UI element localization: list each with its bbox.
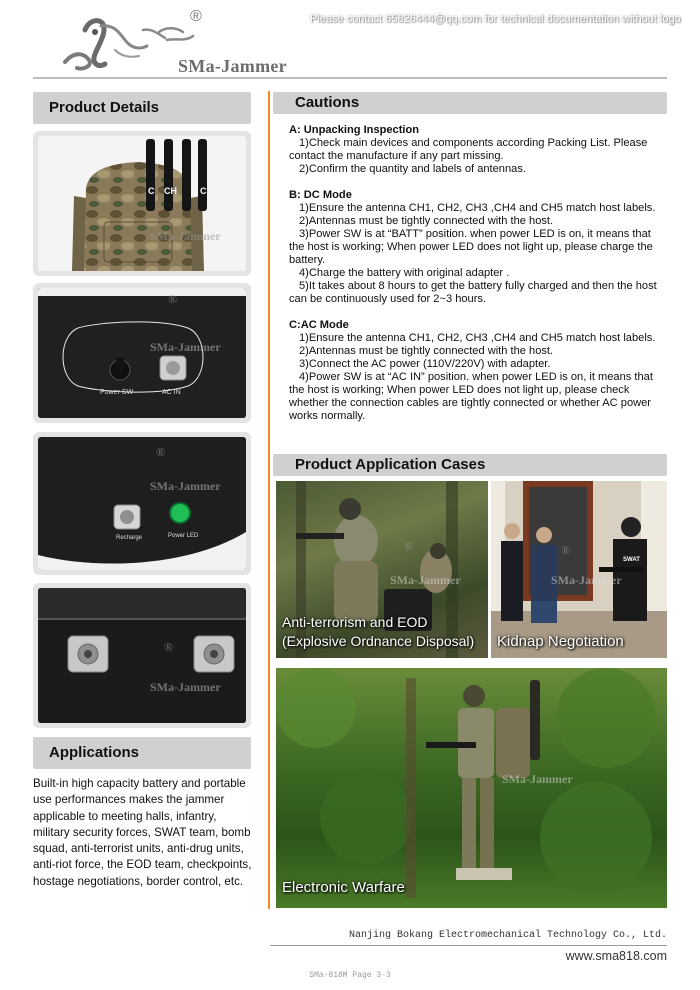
product-photo-recharge-panel: [33, 432, 251, 575]
product-photo-power-panel: [33, 283, 251, 423]
watermark: SMa-Jammer: [390, 573, 461, 587]
antenna-label-3: C: [200, 186, 207, 196]
registered-mark: ®: [156, 445, 165, 459]
section-applications: Applications: [33, 737, 251, 769]
case-photo-eod: [276, 481, 488, 658]
footer-company: Nanjing Bokang Electromechanical Technology Co., Ltd.: [348, 930, 667, 941]
caution-b-title: B: DC Mode: [289, 189, 352, 201]
caution-b1: 1)Ensure the antenna CH1, CH2, CH3 ,CH4 and CH5 match host labels.: [299, 202, 656, 214]
watermark: SMa-Jammer: [150, 229, 221, 243]
footer-divider: [270, 945, 667, 946]
antenna-label-2: CH: [164, 186, 177, 196]
power-led-label: Power LED: [168, 533, 199, 539]
section-product-details: Product Details: [33, 92, 251, 124]
registered-mark: ®: [190, 8, 202, 25]
recharge-label: Recharge: [116, 535, 143, 541]
section-cautions: Cautions: [273, 92, 667, 114]
section-application-cases: Product Application Cases: [273, 454, 667, 476]
caution-a-title: A: Unpacking Inspection: [289, 124, 420, 136]
caution-a2: 2)Confirm the quantity and labels of antennas.: [299, 163, 526, 175]
watermark: SMa-Jammer: [150, 340, 221, 354]
antenna-label-1: C: [148, 186, 155, 196]
connectors-illustration: [38, 588, 246, 723]
page-number: SMa-818M Page 3-3: [309, 971, 391, 980]
registered-mark: ®: [164, 640, 173, 654]
case-caption-eod-2: (Explosive Ordnance Disposal): [282, 633, 475, 649]
caution-c1: 1)Ensure the antenna CH1, CH2, CH3 ,CH4 and CH5 match host labels.: [299, 332, 656, 344]
page-header: [0, 0, 700, 80]
orange-divider: [268, 91, 270, 909]
watermark: SMa-Jammer: [551, 573, 622, 587]
registered-mark: ®: [404, 539, 413, 553]
header-divider: [33, 77, 667, 79]
product-photo-backpack: [33, 131, 251, 276]
caution-b5: 5)It takes about 8 hours to get the battery fully charged and then the host can be continuously used for 2~3 hours.: [289, 280, 657, 305]
caution-c2: 2)Antennas must be tightly connected with the host.: [299, 345, 554, 357]
caution-b4: 4)Charge the battery with original adapter .: [299, 267, 510, 279]
footer-website: www.sma818.com: [565, 949, 667, 963]
product-photo-connectors: [33, 583, 251, 728]
caution-c3: 3)Connect the AC power (110V/220V) with adapter.: [299, 358, 551, 370]
registered-mark: ®: [168, 292, 177, 306]
caution-b2: 2)Antennas must be tightly connected with the host.: [299, 215, 554, 227]
ac-in-label: AC IN: [162, 389, 181, 396]
registered-mark: ®: [561, 543, 570, 557]
cautions-body: [289, 124, 661, 423]
case-photo-electronic-warfare: [276, 668, 667, 908]
case-caption-electronic-warfare: Electronic Warfare: [282, 879, 405, 896]
caution-c-title: C:AC Mode: [289, 319, 349, 331]
watermark: SMa-Jammer: [150, 479, 221, 493]
applications-text: Built-in high capacity battery and portable use performances makes the jammer applicable to meeting halls, infantry, military security forces, SWAT team, bomb squad, anti-terrorist units, anti-drug units, anti-riot force, the EOD team, checkpoints, hostage negotiations, border control, etc.: [33, 777, 252, 888]
case-caption-eod-1: Anti-terrorism and EOD: [282, 614, 428, 630]
brand-name: SMa-Jammer: [178, 56, 287, 76]
recharge-panel-illustration: [38, 437, 246, 570]
swat-label: SWAT: [623, 557, 640, 563]
watermark: SMa-Jammer: [502, 772, 573, 786]
watermark: SMa-Jammer: [150, 680, 221, 694]
caution-a1: 1)Check main devices and components according Packing List. Please contact the manufacture if any part missing.: [289, 137, 648, 162]
caution-c4: 4)Power SW is at “AC IN” position. when power LED is on, it means that the host is working; When power LED does not light up, please check whether the connection cables are tightly connected or whether AC power works normally.: [289, 371, 653, 422]
contact-notice: Please contact 65826444@qq.com for technical documentation without logo: [310, 13, 681, 25]
caution-b3: 3)Power SW is at “BATT” position. when power LED is on, it means that the host is working; When power LED does not light up, please charge the battery.: [289, 228, 653, 266]
case-caption-negotiation: Kidnap Negotiation: [497, 633, 624, 650]
backpack-illustration: [38, 136, 246, 271]
power-sw-label: Power SW: [100, 389, 134, 396]
warfare-scene-illustration: [276, 668, 667, 908]
case-photo-negotiation: [491, 481, 667, 658]
